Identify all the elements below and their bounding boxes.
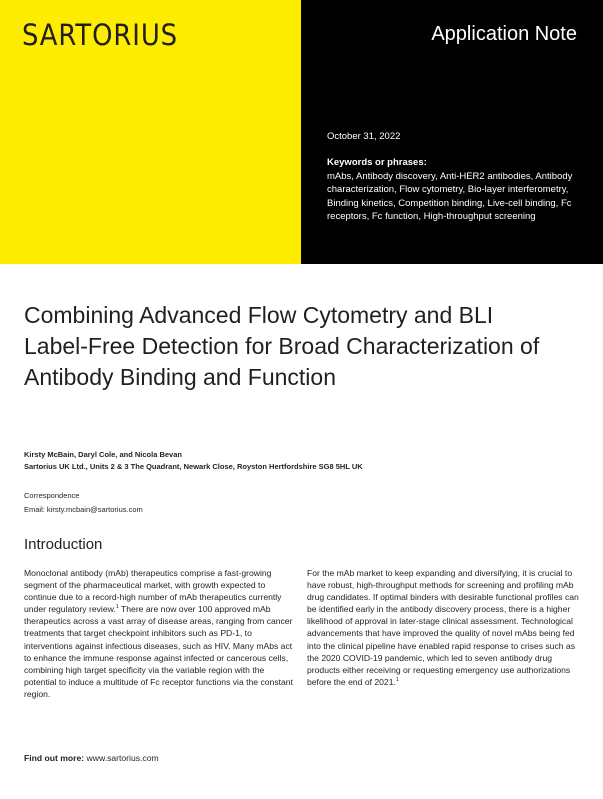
publication-date: October 31, 2022 (327, 131, 401, 142)
keywords-label: Keywords or phrases: (327, 157, 427, 169)
footer-website-link[interactable]: www.sartorius.com (84, 753, 159, 763)
author-affiliation: Sartorius UK Ltd., Units 2 & 3 The Quadrant, Newark Close, Royston Hertfordshire SG8 5HL UK (24, 462, 363, 471)
introduction-right-column (307, 567, 582, 688)
author-names: Kirsty McBain, Daryl Cole, and Nicola Bevan (24, 450, 182, 459)
correspondence-label: Correspondence (24, 491, 80, 500)
document-title: Combining Advanced Flow Cytometry and BLI Label-Free Detection for Broad Characterization of Antibody Binding and Function (24, 302, 540, 390)
author-block (24, 449, 363, 473)
logo-text: SARTORIUS (22, 18, 178, 52)
document-type-label: Application Note (431, 23, 577, 45)
header-yellow-panel (0, 0, 301, 264)
find-out-more-label: Find out more: (24, 753, 85, 763)
citation-ref: 1 (115, 604, 119, 611)
correspondence-email: Email: kirsty.mcbain@sartorius.com (24, 505, 143, 514)
footer (24, 753, 159, 763)
header-black-panel (301, 0, 603, 264)
metadata-block (327, 130, 577, 223)
keywords-list: mAbs, Antibody discovery, Anti-HER2 antibodies, Antibody characterization, Flow cytometry, Bio-layer interferometry, Binding kinetics, Competition binding, Live-cell binding, Fc receptors, Fc function, High-throughput screening (327, 170, 573, 223)
intro-right-text: For the mAb market to keep expanding and diversifying, it is crucial to have robust, high-throughput methods for screening and profiling mAb drug candidates. If optimal binders with desirable functional profiles can be identified early in the antibody discovery process, there is a higher likelihood of approval in later-stage clinical assessment. Technological advancements that have improved the quality of novel mAbs being fed into the clinical pipeline have enabled rapid response to crises such as the 2020 COVID-19 pandemic, which led to seven antibody drug products either receiving or requesting emergency use authorizations before the end of 2021. (307, 568, 579, 687)
sartorius-logo-mark (22, 18, 178, 50)
citation-ref: 1 (395, 676, 399, 683)
correspondence-block (24, 489, 143, 517)
sartorius-logo (22, 18, 178, 50)
introduction-left-column (24, 567, 299, 700)
introduction-heading: Introduction (24, 536, 103, 553)
intro-left-text-part1: Monoclonal antibody (mAb) therapeutics comprise a fast-growing segment of the pharmaceutical market, with growth expected to continue due to a record-high number of mAb therapeutics currently under regulatory review. (24, 568, 282, 615)
intro-left-text-part2: There are now over 100 approved mAb therapeutics across a vast array of disease areas, ranging from cancer treatments that target checkpoint inhibitors such as PD-1, to interventions against infectious diseases, such as HIV. Many mAbs act to enhance the immune response against infected or cancerous cells, combining high target specificity via the variable region with the potential to induce a multitude of Fc receptor functions via the constant region. (24, 604, 293, 699)
